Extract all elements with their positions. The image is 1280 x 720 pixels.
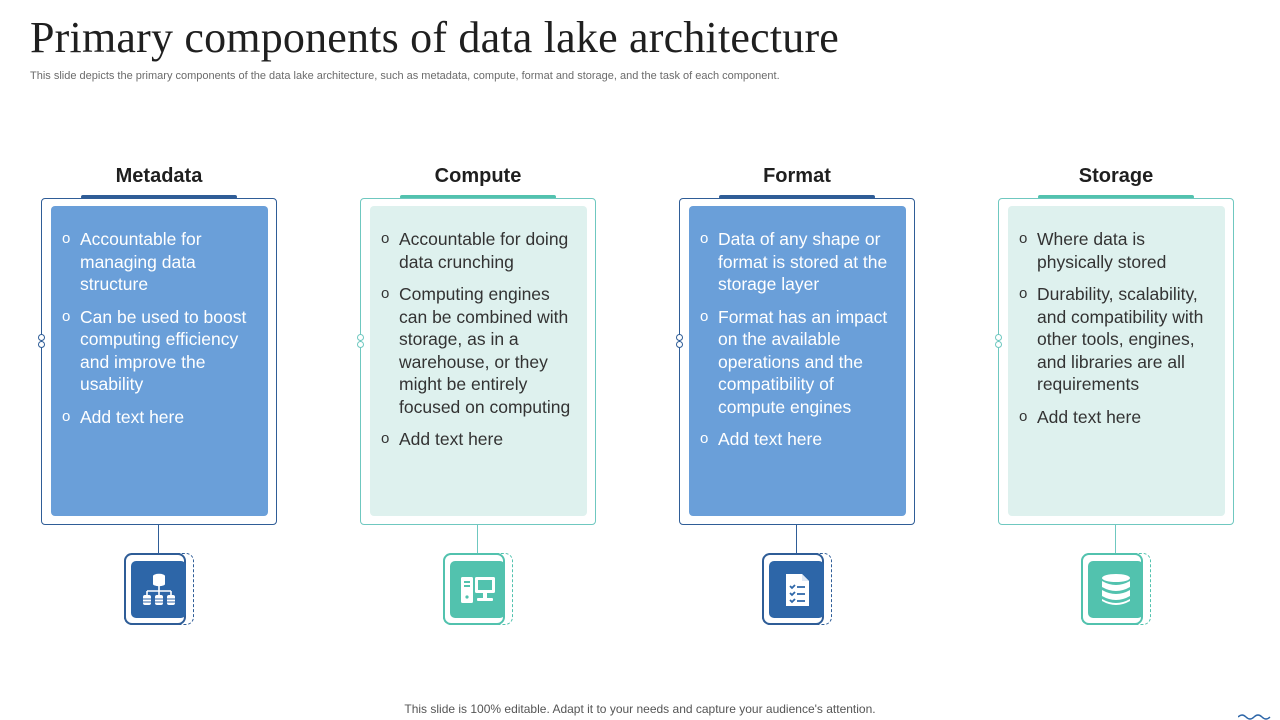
icon-badge — [124, 553, 194, 625]
bullet-item: o Format has an impact on the available operations and the compatibility of compute engines — [699, 306, 892, 419]
column-storage — [998, 165, 1238, 635]
bullet-item: o Data of any shape or format is stored at the storage layer — [699, 228, 892, 296]
dashed-connector — [41, 249, 42, 374]
bullet-item: o Where data is physically stored — [1018, 228, 1211, 273]
bullet-item: o Accountable for managing data structure — [61, 228, 254, 296]
footer-note: This slide is 100% editable. Adapt it to your needs and capture your audience's attention. — [404, 702, 876, 716]
connector-dot — [995, 334, 1002, 341]
bullet-item: o Add text here — [61, 406, 254, 429]
icon-badge — [762, 553, 832, 625]
dashed-connector — [998, 249, 999, 374]
column-title: Storage — [1078, 165, 1154, 187]
column-card — [370, 206, 587, 516]
column-metadata — [41, 165, 281, 635]
connector-dot — [676, 334, 683, 341]
connector-dot — [357, 341, 364, 348]
icon-connector — [158, 524, 159, 554]
icon-connector — [477, 524, 478, 554]
connector-dot — [38, 334, 45, 341]
column-card — [689, 206, 906, 516]
bullet-item: o Accountable for doing data crunching — [380, 228, 573, 273]
icon-connector — [1115, 524, 1116, 554]
dashed-connector — [360, 249, 361, 374]
page-subtitle: This slide depicts the primary components of the data lake architecture, such as metadata, compute, format and storage, and the task of each component. — [30, 70, 780, 82]
icon-badge — [443, 553, 513, 625]
column-compute — [360, 165, 600, 635]
bullet-item: o Computing engines can be combined with storage, as in a warehouse, or they might be entirely focused on computing — [380, 283, 573, 418]
bullet-item: o Add text here — [380, 428, 573, 451]
connector-dot — [995, 341, 1002, 348]
column-title: Format — [763, 165, 831, 187]
column-card — [1008, 206, 1225, 516]
computer-icon — [450, 561, 505, 618]
bullet-item: o Durability, scalability, and compatibility with other tools, engines, and libraries are all requirements — [1018, 283, 1211, 396]
database-icon — [1088, 561, 1143, 618]
column-title: Compute — [434, 165, 522, 187]
dashed-connector — [679, 249, 680, 374]
column-format — [679, 165, 919, 635]
page-title: Primary components of data lake architecture — [30, 13, 840, 62]
bullet-item: o Can be used to boost computing efficiency and improve the usability — [61, 306, 254, 396]
bullet-item: o Add text here — [699, 428, 892, 451]
checklist-document-icon — [769, 561, 824, 618]
wave-decoration-icon — [1238, 708, 1272, 720]
icon-badge — [1081, 553, 1151, 625]
bullet-item: o Add text here — [1018, 406, 1211, 429]
connector-dot — [357, 334, 364, 341]
column-title: Metadata — [115, 165, 203, 187]
connector-dot — [38, 341, 45, 348]
icon-connector — [796, 524, 797, 554]
column-card — [51, 206, 268, 516]
database-network-icon — [131, 561, 186, 618]
connector-dot — [676, 341, 683, 348]
